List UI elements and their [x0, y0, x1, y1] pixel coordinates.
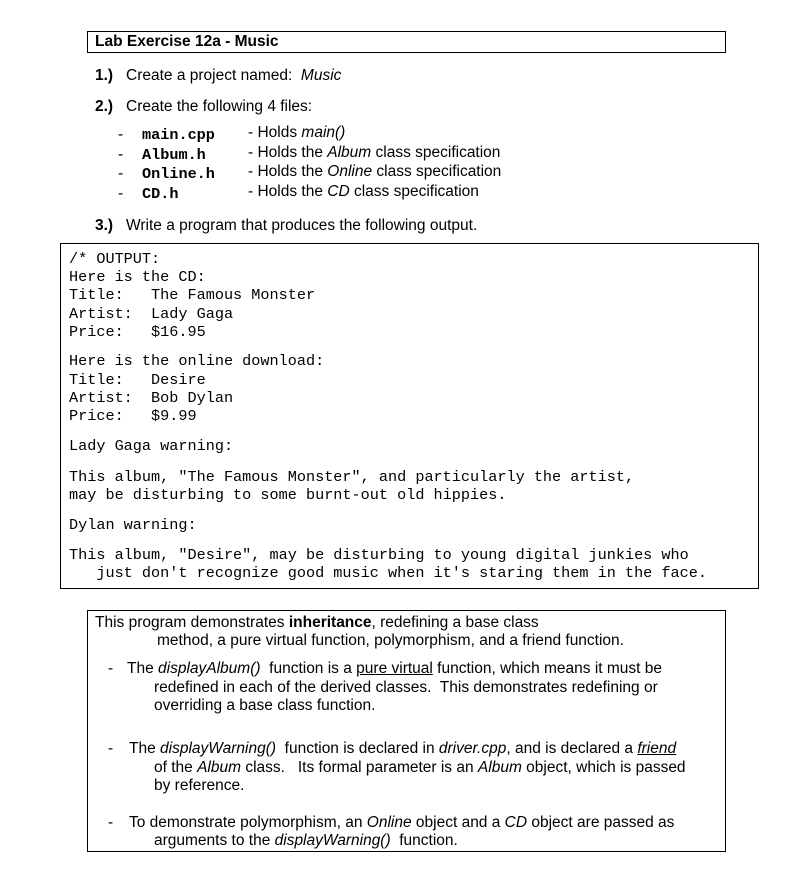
- output-line: may be disturbing to some burnt-out old hippies.: [69, 486, 507, 504]
- step-1-number: 1.): [95, 67, 114, 84]
- output-line: Dylan warning:: [69, 516, 197, 534]
- bullet-2-cont: of the Album class. Its formal parameter is an Album object, which is passed: [154, 759, 686, 776]
- step-1: [95, 67, 341, 85]
- notes-box: [87, 610, 726, 852]
- step-1-text: Create a project named:: [126, 67, 301, 84]
- step-3-text: Write a program that produces the following output.: [126, 217, 478, 234]
- file-name: main.cpp: [142, 126, 215, 144]
- output-line: /* OUTPUT:: [69, 250, 161, 268]
- output-line: Lady Gaga warning:: [69, 437, 234, 455]
- file-name: Album.h: [142, 146, 206, 164]
- bullet-dash: -: [108, 814, 114, 831]
- output-box: [60, 243, 759, 589]
- output-line: This album, "Desire", may be disturbing to young digital junkies who: [69, 546, 689, 564]
- output-line: Artist: Lady Gaga: [69, 305, 234, 323]
- bullet-1: The displayAlbum() function is a pure virtual function, which means it must be: [127, 660, 663, 677]
- output-line: Here is the CD:: [69, 268, 206, 286]
- output-line: Artist: Bob Dylan: [69, 389, 234, 407]
- bullet-dash: -: [108, 740, 114, 757]
- page-title: Lab Exercise 12a - Music: [95, 33, 279, 50]
- file-dash: -: [118, 126, 124, 143]
- output-line: Title: The Famous Monster: [69, 286, 316, 304]
- bullet-3: To demonstrate polymorphism, an Online object and a CD object are passed as: [129, 814, 675, 831]
- output-line: Price: $16.95: [69, 323, 206, 341]
- bullet-1-cont: redefined in each of the derived classes. This demonstrates redefining or: [154, 679, 658, 696]
- file-dash: -: [118, 185, 124, 202]
- file-dash: -: [118, 165, 124, 182]
- bullet-2: The displayWarning() function is declared in driver.cpp, and is declared a friend: [129, 740, 677, 757]
- bullet-1-cont: overriding a base class function.: [154, 697, 376, 714]
- notes-intro-cont: method, a pure virtual function, polymorphism, and a friend function.: [157, 632, 624, 649]
- title-box: [87, 31, 726, 53]
- notes-intro: This program demonstrates inheritance, redefining a base class: [95, 614, 539, 631]
- output-line: This album, "The Famous Monster", and particularly the artist,: [69, 468, 635, 486]
- output-line: Title: Desire: [69, 371, 206, 389]
- step-2: [95, 98, 312, 116]
- file-name: CD.h: [142, 185, 179, 203]
- step-2-number: 2.): [95, 98, 114, 115]
- step-3-number: 3.): [95, 217, 114, 234]
- file-desc: - Holds the Online class specification: [248, 163, 502, 180]
- step-3: [95, 217, 477, 235]
- file-desc: - Holds the CD class specification: [248, 183, 479, 200]
- file-desc: - Holds the Album class specification: [248, 144, 501, 161]
- step-1-project-name: Music: [300, 67, 342, 84]
- file-desc: - Holds main(): [248, 124, 346, 141]
- bullet-dash: -: [108, 660, 114, 677]
- file-name: Online.h: [142, 165, 215, 183]
- step-2-text: Create the following 4 files:: [126, 98, 313, 115]
- output-line: just don't recognize good music when it's staring them in the face.: [69, 564, 707, 582]
- output-line: Here is the online download:: [69, 352, 325, 370]
- bullet-3-cont: arguments to the displayWarning() function.: [154, 832, 458, 849]
- file-dash: -: [118, 146, 124, 163]
- bullet-2-cont: by reference.: [154, 777, 245, 794]
- output-line: Price: $9.99: [69, 407, 197, 425]
